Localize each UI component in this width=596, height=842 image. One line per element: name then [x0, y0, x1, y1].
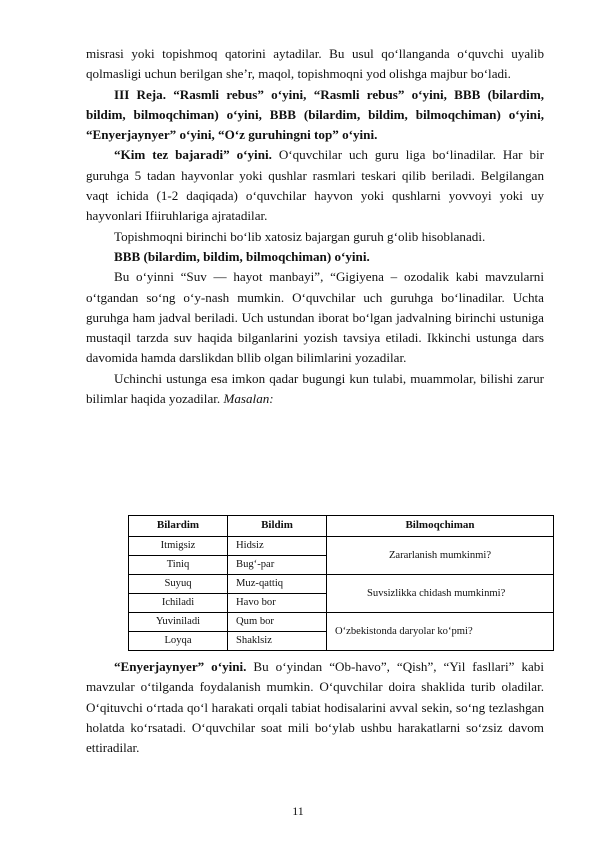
- plan-heading: III Reja. “Rasmli rebus” o‘yini, “Rasmli rebus” o‘yini, BBB (bilardim, bildim, bilmoqchiman) o‘yini, BBB (bilardim, bildim, bilmoqchiman) o‘yini, “Enyerjaynyer” o‘yini, “O‘z guruhingni top” o‘yini.: [86, 86, 544, 143]
- kim-tez-text: O‘quvchilar uch guru liga bo‘linadilar. Har bir guruhga 5 tadan hayvonlar yoki qushlar rasmlari teskari qilib beriladi. Belgilangan vaqt ichida (1-2 daqiqada) o‘quvchilar hayvon yoki qushlarni yovvoyi yoki uy hayvonlari Ifiiruhlariga ajratadilar.: [86, 147, 544, 224]
- table-row: [129, 613, 554, 632]
- table-cell: Tiniq: [129, 556, 228, 575]
- header-bildim: Bildim: [228, 516, 327, 537]
- table-cell: Qum bor: [228, 613, 327, 632]
- paragraph-bbb-heading: [86, 247, 544, 267]
- third-column-text: Uchinchi ustunga esa imkon qadar bugungi kun tulabi, muammolar, bilishi zarur bilimlar haqida yozadilar.: [86, 370, 544, 407]
- enyerjaynyer-text: Bu o‘yindan “Ob-havo”, “Qish”, “Yil fasllari” kabi mavzular o‘tilganda foydalanish mumkin. O‘quvchilar doira shaklida turib oladilar. O‘qituvchi o‘rtada qo‘l harakati orqali tabiat hodisalarini avval sekin, so‘ng tezlashgan holatda ko‘rsatadi. O‘quvchilar soat mili bo‘ylab ushbu harakatlarni so‘zsiz davom ettiradilar.: [86, 659, 544, 756]
- table-cell: Hidsiz: [228, 537, 327, 556]
- body-text-after-table: [86, 657, 544, 758]
- table-cell: Suyuq: [129, 575, 228, 594]
- header-bilardim: Bilardim: [129, 516, 228, 537]
- bbb-heading: BBB (bilardim, bildim, bilmoqchiman) o‘yini.: [114, 248, 370, 264]
- paragraph-kim-tez: [86, 145, 544, 226]
- table-row: [129, 537, 554, 556]
- paragraph-plan: [86, 85, 544, 146]
- table-cell: Muz-qattiq: [228, 575, 327, 594]
- table-cell: Zararlanish mumkinmi?: [327, 537, 554, 575]
- table-header-row: [129, 516, 554, 537]
- paragraph-enyerjaynyer: [86, 657, 544, 758]
- table-row: [129, 575, 554, 594]
- paragraph-1: misrasi yoki topishmoq qatorini aytadilar. Bu usul qo‘llanganda o‘quvchi uyalib qolmasligi uchun berilgan she’r, maqol, topishmoqni yod olishga majbur bo‘ladi.: [86, 46, 544, 82]
- enyerjaynyer-heading: “Enyerjaynyer” o‘yini.: [114, 659, 247, 674]
- table-cell: Yuviniladi: [129, 613, 228, 632]
- bbb-table: [128, 515, 554, 651]
- page-number: 11: [292, 804, 304, 818]
- table-cell: Suvsizlikka chidash mumkinmi?: [327, 575, 554, 613]
- paragraph-bbb-description: Bu o‘yinni “Suv — hayot manbayi”, “Gigiyena – ozodalik kabi mavzularni o‘tgandan so‘ng o‘y-nash mumkin. O‘quvchilar uch guruhga bo‘linadilar. Uchta guruhga ham jadval beriladi. Uch ustundan iborat bo‘lgan jadvalning birinchi ustuniga mustaqil tarzda suv haqida bilganlarini yozish tavsiya etiladi. Ikkinchi ustunga dars davomida hamda darslikdan bllib olgan bilimlarini yozadilar.: [86, 269, 544, 366]
- kim-tez-heading: “Kim tez bajaradi” o‘yini.: [114, 147, 272, 163]
- table-cell: Loyqa: [129, 632, 228, 651]
- body-text: [86, 44, 544, 409]
- table-cell: Ichiladi: [129, 594, 228, 613]
- table-cell: Bug‘-par: [228, 556, 327, 575]
- example-label: Masalan:: [223, 391, 274, 407]
- table-cell: O‘zbekistonda daryolar ko‘pmi?: [327, 613, 554, 651]
- paragraph-winner: Topishmoqni birinchi bo‘lib xatosiz bajargan guruh g‘olib hisoblanadi.: [114, 228, 486, 244]
- header-bilmoqchiman: Bilmoqchiman: [327, 516, 554, 537]
- table-cell: Itmigsiz: [129, 537, 228, 556]
- paragraph-third-column: [86, 369, 544, 410]
- table-cell: Havo bor: [228, 594, 327, 613]
- table-cell: Shaklsiz: [228, 632, 327, 651]
